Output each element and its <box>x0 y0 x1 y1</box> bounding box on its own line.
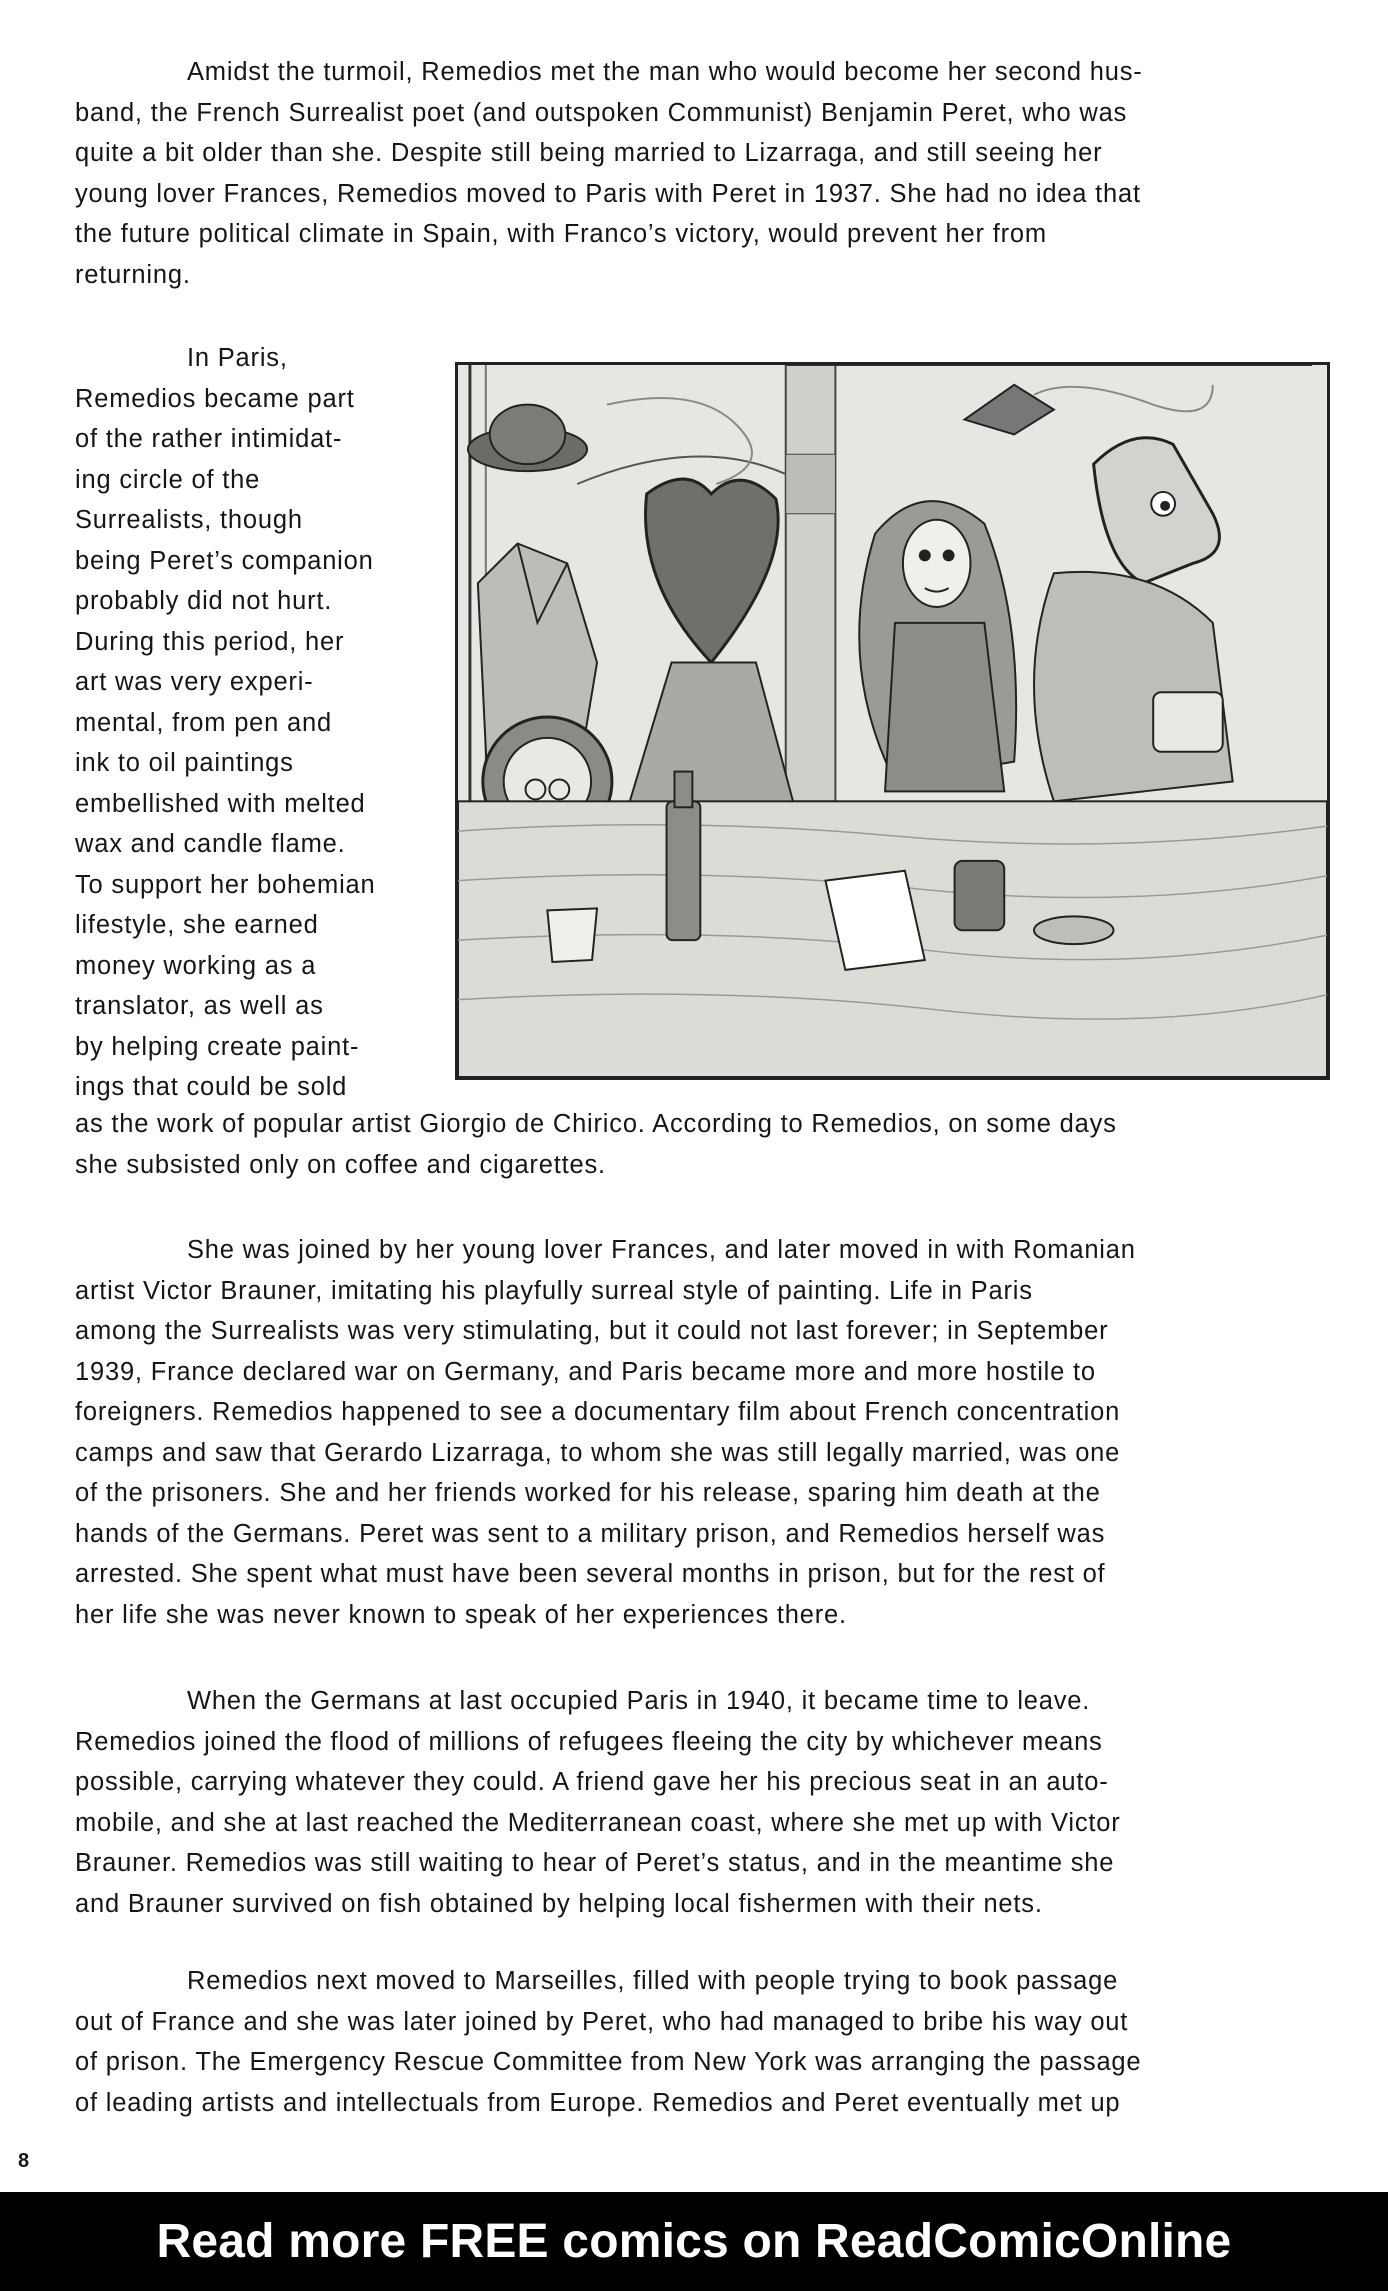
text-line: mobile, and she at last reached the Mediterranean coast, where she met up with Victor <box>75 1808 1121 1837</box>
text-line: probably did not hurt. <box>75 587 333 615</box>
promo-banner[interactable] <box>0 2192 1388 2291</box>
paragraph-5 <box>75 1961 1330 2123</box>
text-line: wax and candle flame. <box>75 830 346 858</box>
cafe-illustration <box>455 362 1330 1080</box>
text-line: hands of the Germans. Peret was sent to a military prison, and Remedios herself was <box>75 1519 1106 1548</box>
text-line: quite a bit older than she. Despite still being married to Lizarraga, and still seeing her <box>75 139 1103 167</box>
text-line: arrested. She spent what must have been several months in prison, but for the rest of <box>75 1560 1106 1588</box>
text-line: embellished with melted <box>75 789 366 818</box>
text-line: Remedios next moved to Marseilles, filled with people trying to book passage <box>187 1967 1119 1995</box>
paragraph-3 <box>75 1230 1330 1635</box>
text-line: returning. <box>75 260 191 289</box>
text-line: the future political climate in Spain, with Franco’s victory, would prevent her from <box>75 220 1047 248</box>
text-line: ings that could be sold <box>75 1073 348 1101</box>
text-line: lifestyle, she earned <box>75 911 319 939</box>
text-line: Remedios became part <box>75 384 355 413</box>
text-line: among the Surrealists was very stimulating, but it could not last forever; in September <box>75 1317 1109 1345</box>
text-line: band, the French Surrealist poet (and outspoken Communist) Benjamin Peret, who was <box>75 98 1128 127</box>
paragraph-4 <box>75 1681 1330 1924</box>
paragraph-2-wrapped <box>75 338 455 1108</box>
text-line: Remedios joined the flood of millions of refugees fleeing the city by whichever means <box>75 1727 1103 1756</box>
text-line: as the work of popular artist Giorgio de Chirico. According to Remedios, on some days <box>75 1110 1117 1138</box>
page-number: 8 <box>18 2150 30 2172</box>
text-line: 1939, France declared war on Germany, and Paris became more and more hostile to <box>75 1357 1096 1386</box>
text-line: she subsisted only on coffee and cigarettes. <box>75 1150 606 1179</box>
text-line: mental, from pen and <box>75 708 332 737</box>
text-line: young lover Frances, Remedios moved to Paris with Peret in 1937. She had no idea that <box>75 179 1141 208</box>
text-line: ing circle of the <box>75 465 261 494</box>
text-line: translator, as well as <box>75 992 324 1020</box>
text-line: camps and saw that Gerardo Lizarraga, to whom she was still legally married, was one <box>75 1438 1121 1467</box>
text-line: Brauner. Remedios was still waiting to hear of Peret’s status, and in the meantime she <box>75 1849 1115 1877</box>
illustration-drawing <box>458 365 1327 1077</box>
text-line: of the prisoners. She and her friends worked for his release, sparing him death at the <box>75 1479 1101 1507</box>
text-line: ink to oil paintings <box>75 749 294 777</box>
promo-banner-text[interactable]: Read more FREE comics on ReadComicOnline <box>156 2215 1232 2268</box>
text-line: In Paris, <box>187 344 288 372</box>
text-line: of prison. The Emergency Rescue Committee from New York was arranging the passage <box>75 2048 1142 2076</box>
text-line: of the rather intimidat- <box>75 425 343 453</box>
text-line: being Peret’s companion <box>75 546 374 575</box>
text-line: During this period, her <box>75 627 345 656</box>
paragraph-1 <box>75 52 1330 295</box>
text-line: She was joined by her young lover Frances, and later moved in with Romanian <box>187 1236 1136 1264</box>
text-line: money working as a <box>75 951 317 980</box>
text-line: possible, carrying whatever they could. A friend gave her his precious seat in an auto- <box>75 1768 1109 1796</box>
text-line: artist Victor Brauner, imitating his playfully surreal style of painting. Life in Paris <box>75 1276 1033 1305</box>
text-line: To support her bohemian <box>75 870 376 899</box>
text-line: of leading artists and intellectuals from Europe. Remedios and Peret eventually met up <box>75 2088 1121 2117</box>
paragraph-2-continued <box>75 1104 1330 1185</box>
text-line: art was very experi- <box>75 668 314 696</box>
text-line: Amidst the turmoil, Remedios met the man who would become her second hus- <box>187 58 1143 86</box>
text-line: foreigners. Remedios happened to see a documentary film about French concentration <box>75 1398 1121 1426</box>
text-line: her life she was never known to speak of her experiences there. <box>75 1600 847 1629</box>
text-line: out of France and she was later joined by Peret, who had managed to bribe his way out <box>75 2007 1129 2036</box>
text-line: and Brauner survived on fish obtained by helping local fishermen with their nets. <box>75 1889 1043 1918</box>
text-line: Surrealists, though <box>75 506 303 534</box>
text-line: When the Germans at last occupied Paris in 1940, it became time to leave. <box>187 1687 1091 1715</box>
text-line: by helping create paint- <box>75 1032 360 1061</box>
